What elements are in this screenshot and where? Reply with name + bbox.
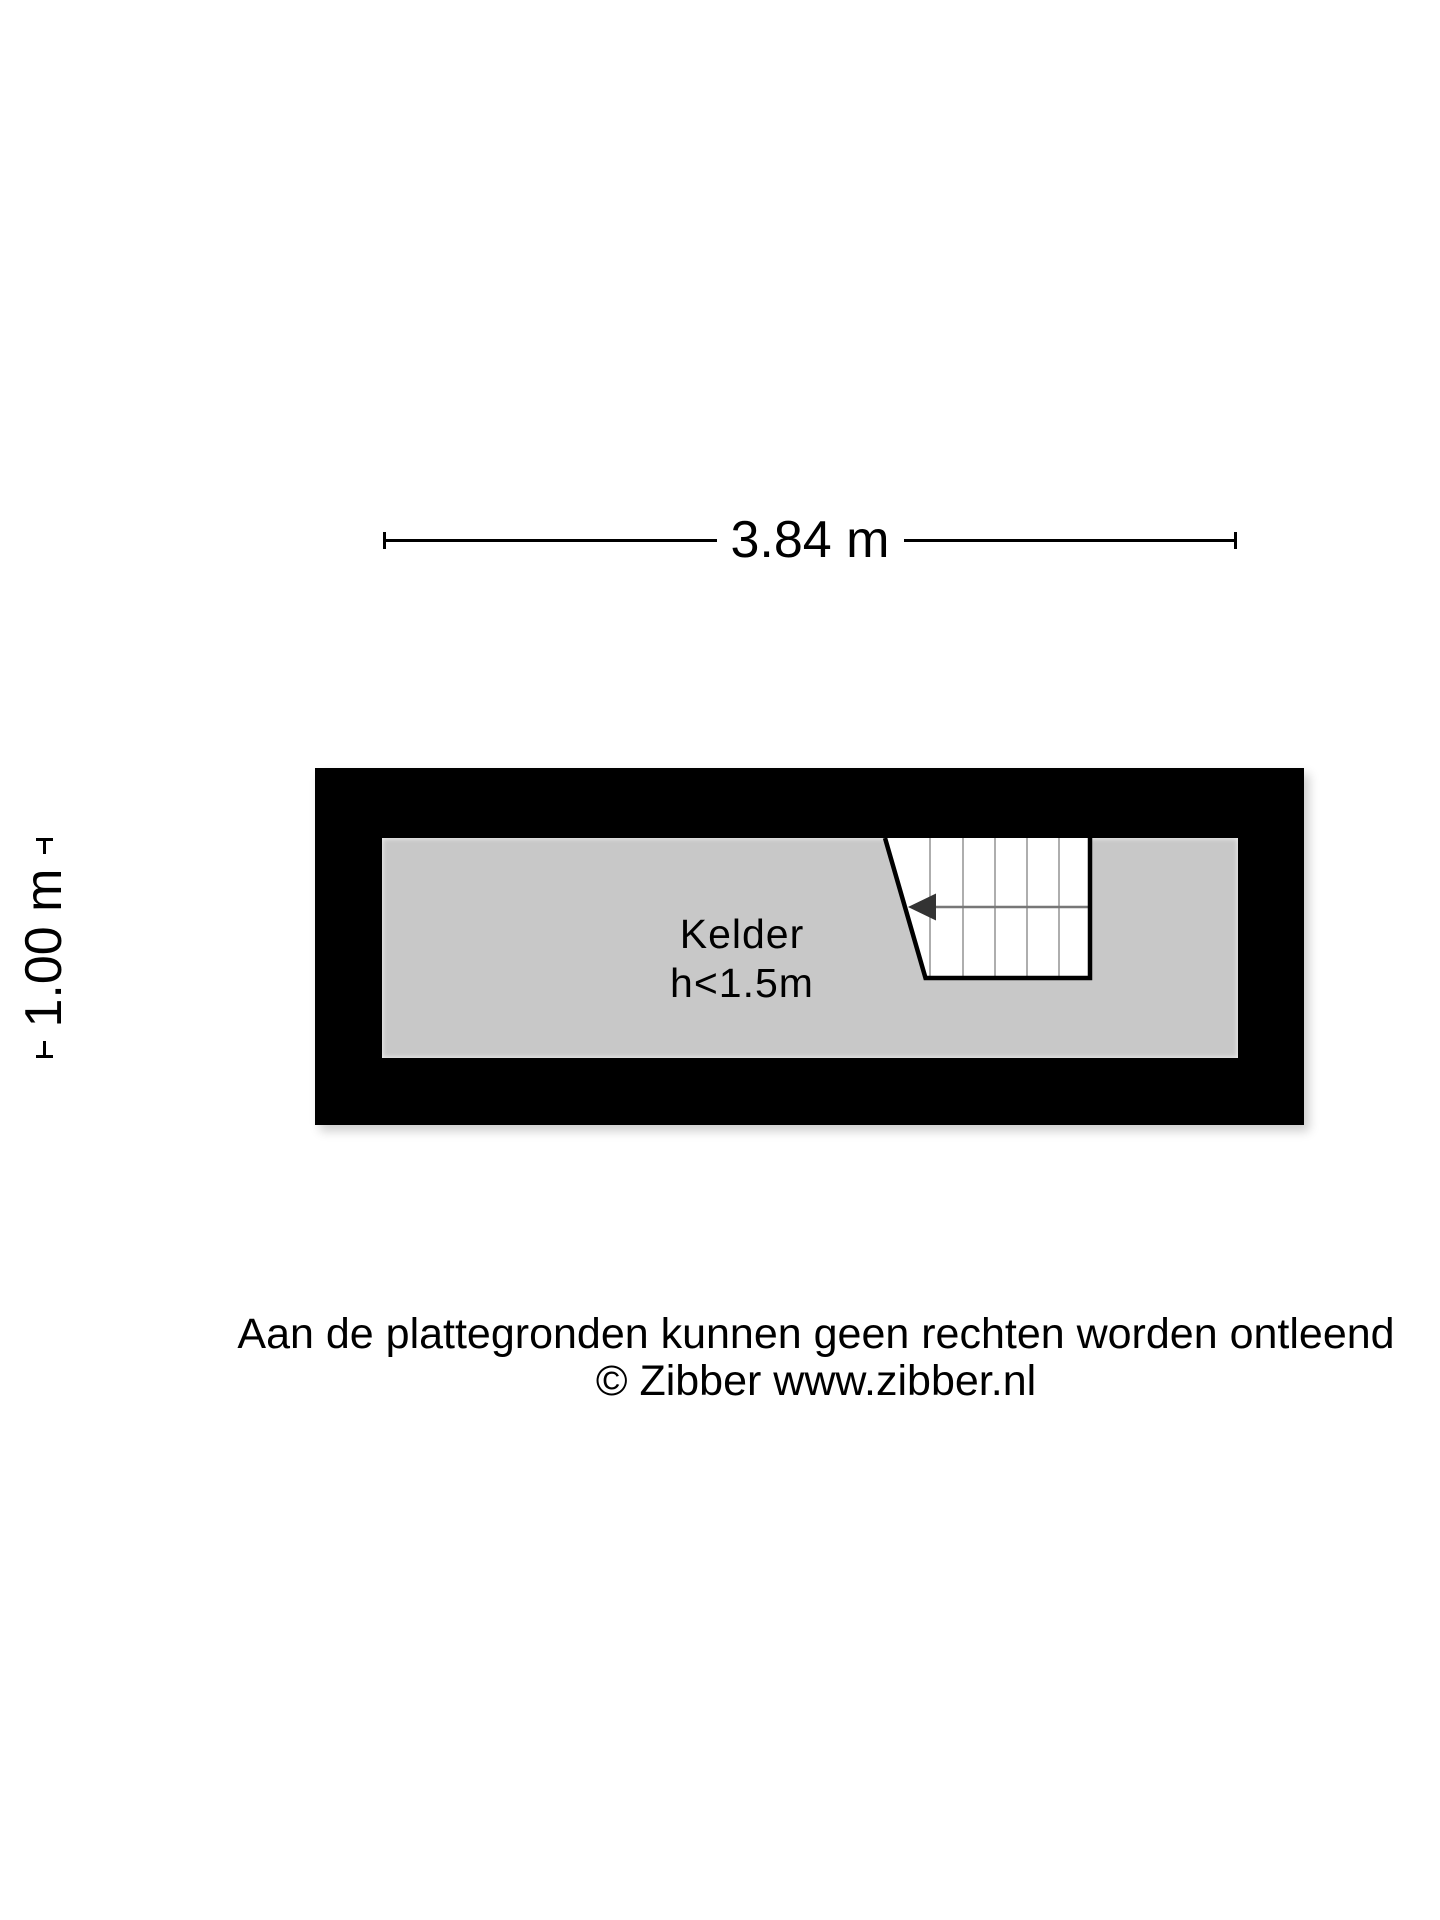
dimension-tick-top: [36, 838, 53, 841]
footer: [96, 1311, 1440, 1405]
room-label: [382, 910, 1102, 1008]
room-height-note: h<1.5m: [670, 960, 814, 1006]
dimension-width-label: 3.84 m: [730, 511, 890, 569]
dimension-line-bottom-segment: [43, 1041, 46, 1055]
dimension-line-left-segment: [386, 539, 717, 542]
dimension-line-right-segment: [904, 539, 1235, 542]
room-kelder: [382, 838, 1238, 1058]
copyright-text: © Zibber www.zibber.nl: [595, 1357, 1037, 1405]
dimension-height-label: 1.00 m: [15, 868, 73, 1028]
dimension-tick-right: [1234, 532, 1237, 549]
dimension-height: [15, 838, 73, 1058]
dimension-line-top-segment: [43, 841, 46, 855]
floorplan-walls: [315, 768, 1304, 1125]
dimension-width: [383, 511, 1237, 569]
room-name: Kelder: [679, 911, 805, 957]
dimension-tick-bottom: [36, 1055, 53, 1058]
disclaimer-text: Aan de plattegronden kunnen geen rechten worden ontleend: [237, 1310, 1395, 1358]
